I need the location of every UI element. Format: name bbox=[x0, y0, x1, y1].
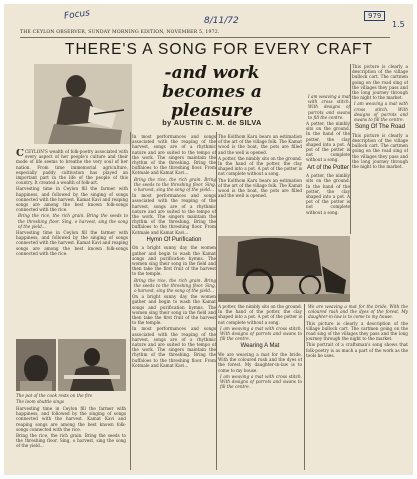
handwritten-tag: Focus bbox=[63, 8, 91, 22]
newspaper-clipping bbox=[4, 4, 413, 475]
col3-lead: The Kolthom Karu bears an estimation of the art of the village folk. The Kamat wood is the boat, the pots are filled and the well is opened. bbox=[218, 134, 302, 155]
col2-body: On a bright sunny day the women gather and begin to wash the Kamat songs and purification hymns. The women sing their song in the field and then take the first fruit of the harvest to the temple. bbox=[132, 245, 216, 277]
column-1-lower: Harvesting time in Ceylon fill the farmer with happiness, and followed by the singing of songs connected with the harvest. Kamat Kavi and reaping songs are among the best known folk-songs connected with the rice. Bring the rice, the rich grain. Bring the seeds to the threshing floor. Sing, o harvest, sing the song of the yield... bbox=[16, 406, 126, 449]
handwritten-ref1: 979 bbox=[368, 12, 382, 20]
loom-photo bbox=[58, 339, 126, 391]
column-rule bbox=[304, 304, 305, 470]
column-5: This picture is clearly a description of the village bullock cart. The cartmen going on the road sing of the villages they pass and the long journey through the night to the market. I am weaving a mat with cross stitch. With designs of parrots and swans to fill the centre. Song Of The Road This picture is clearly a description of the village bullock cart. The cartmen going on the road sing of the villages they pass and the long journey through the night to the market. bbox=[352, 64, 408, 169]
intro-text: CEYLON'S wealth of folk-poetry associated with every aspect of her people's culture and their mode of life seems to breathe the very soul of her nation. From time immemorial agriculture, especially paddy cultivation has played an important part in the life of the people of this country. It created a wealth of folk-art. bbox=[16, 149, 128, 186]
subhead-mat: Wearing A Mat bbox=[240, 343, 280, 350]
column-3-lower: A potter, the nimbly sits on the ground. In the hand of the potter, the clay shaped into a pot. A pot of the potter is not complete without a song. I am weaving a mat with cross stitch. With designs of parrots and swans to fill the centre. Wearing A Mat We are weaving a mat for the bride. With the coloured rush and the dyes of the forest. My daughter-in-law is to come to my house. I am weaving a mat with cross stitch. With designs of parrots and swans to fill the centre. bbox=[218, 304, 302, 390]
column-3-top: The Kolthom Karu bears an estimation of the art of the village folk. The Kamat wood is the boat, the pots are filled and the well is opened. A potter, the nimbly sits on the ground. In the hand of the potter, the clay shaped into a pot. A pot of the potter is not complete without a song. The Kolthom Karu bears an estimation of the art of the village folk. The Kamat wood is the boat, the pots are filled and the well is opened. bbox=[218, 134, 302, 199]
column-rule bbox=[216, 132, 217, 470]
byline: by AUSTIN C. M. de SILVA bbox=[162, 118, 262, 127]
handwritten-ref-box bbox=[364, 11, 385, 21]
masthead-rule bbox=[20, 37, 390, 38]
headline-sub: -and work becomes a pleasure bbox=[162, 63, 262, 121]
col1-body: Harvesting time in Ceylon fill the farmer with happiness, and followed by the singing of songs connected with the harvest. Kamat Kavi and reaping songs are among the best known folk-songs connected with the rice. bbox=[16, 186, 128, 213]
column-rule bbox=[130, 132, 131, 470]
column-4-top: I am weaving a mat with cross stitch. With designs of parrots and swans to fill the centre. A potter, the nimbly sits on the ground. In the hand of the potter, the clay shaped into a pot. A pot of the potter is not complete without a song. Art of the Potter A potter, the nimbly sits on the ground. In the hand of the potter, the clay shaped into a pot. A pot of the potter is not complete without a song. bbox=[306, 94, 350, 215]
col1-body-repeat: Harvesting time in Ceylon fill the farmer with happiness, and followed by the singing of songs connected with the harvest. Kamat Kavi and reaping songs are among the best known folk-songs connected with the rice. bbox=[16, 230, 128, 256]
col1-verses: Bring the rice, the rich grain. Bring the seeds to the threshing floor. Sing, o harvest, sing the song of the yield... bbox=[18, 213, 128, 229]
weaver-photo bbox=[34, 64, 132, 144]
photo-caption-pot: The pot of the cook rests on the fire The loom shuttle sings bbox=[16, 393, 93, 405]
col2-lead: In most performances and songs associated with the reaping of the harvest, songs are of a rhythmic nature and are suited to the tempo of the work. The singers maintain the rhythm of the threshing. Bring the buffaloes to the threshing floor. From Kotmale and Kamat Kavi... bbox=[132, 134, 216, 176]
handwritten-ref2: 1.5 bbox=[392, 20, 405, 29]
column-4-lower: We are weaving a mat for the bride. With the coloured rush and the dyes of the forest. My daughter-in-law is to come to my house. This picture is clearly a description of the village bullock cart. The cartmen going on the road sing of the villages they pass and the long journey through the night to the market. This portrait of a craftsman's song shows that folk-poetry is as much a part of the work as the tools he uses. bbox=[306, 304, 408, 358]
bullock-cart-photo bbox=[218, 236, 350, 302]
column-rule bbox=[350, 64, 351, 234]
pot-photo bbox=[16, 339, 56, 391]
column-1: CCEYLON'S wealth of folk-poetry associated with every aspect of her people's culture and their mode of life seems to breathe the very soul of her nation. From time immemorial agriculture, especially paddy cultivation has played an important part in the life of the people of this country. It created a wealth of folk-art. Harvesting time in Ceylon fill the farmer with happiness, and followed by the singing of songs connected with the harvest. Kamat Kavi and reaping songs are among the best known folk-songs connected with the rice. Bring the rice, the rich grain. Bring the seeds to the threshing floor. Sing, o harvest, sing the song of the yield... Harvesting time in Ceylon fill the farmer with happiness, and followed by the singing of songs connected with the harvest. Kamat Kavi and reaping songs are among the best known folk-songs connected with the rice. bbox=[16, 149, 128, 256]
subhead-potter: Art of the Potter bbox=[306, 164, 350, 171]
subhead-road: Song Of The Road bbox=[355, 124, 405, 131]
headline-top: THERE'S A SONG FOR EVERY CRAFT bbox=[64, 41, 373, 58]
subhead-hymn: Hymn Of Purification bbox=[146, 236, 202, 243]
handwritten-date: 8/11/72 bbox=[204, 16, 239, 26]
column-2: In most performances and songs associated with the reaping of the harvest, songs are of a rhythmic nature and are suited to the tempo of the work. The singers maintain the rhythm of the threshing. Bring the buffaloes to the threshing floor. From Kotmale and Kamat Kavi... Bring the rice, the rich grain. Bring the seeds to the threshing floor. Sing, o harvest, sing the song of the yield... In most performances and songs associated with the reaping of the harvest, songs are of a rhythmic nature and are suited to the tempo of the work. The singers maintain the rhythm of the threshing. Bring the buffaloes to the threshing floor. From Kotmale and Kamat Kavi... Hymn Of Purification On a bright sunny day the women gather and begin to wash the Kamat songs and purification hymns. The women sing their song in the field and then take the first fruit of the harvest to the temple. Bring the rice, the rich grain. Bring the seeds to the threshing floor. Sing, o harvest, sing the song of the yield... On a bright sunny day the women gather and begin to wash the Kamat songs and purification hymns. The women sing their song in the field and then take the first fruit of the harvest to the temple. In most performances and songs associated with the reaping of the harvest, songs are of a rhythmic nature and are suited to the tempo of the work. The singers maintain the rhythm of the threshing. Bring the buffaloes to the threshing floor. From Kotmale and Kamat Kavi... bbox=[132, 134, 216, 368]
col4-end: This portrait of a craftsman's song shows that folk-poetry is as much a part of the work as the tools he uses. bbox=[306, 342, 408, 358]
masthead: THE CEYLON OBSERVER, SUNDAY MORNING EDITION, NOVEMBER 5, 1972. bbox=[20, 30, 220, 35]
